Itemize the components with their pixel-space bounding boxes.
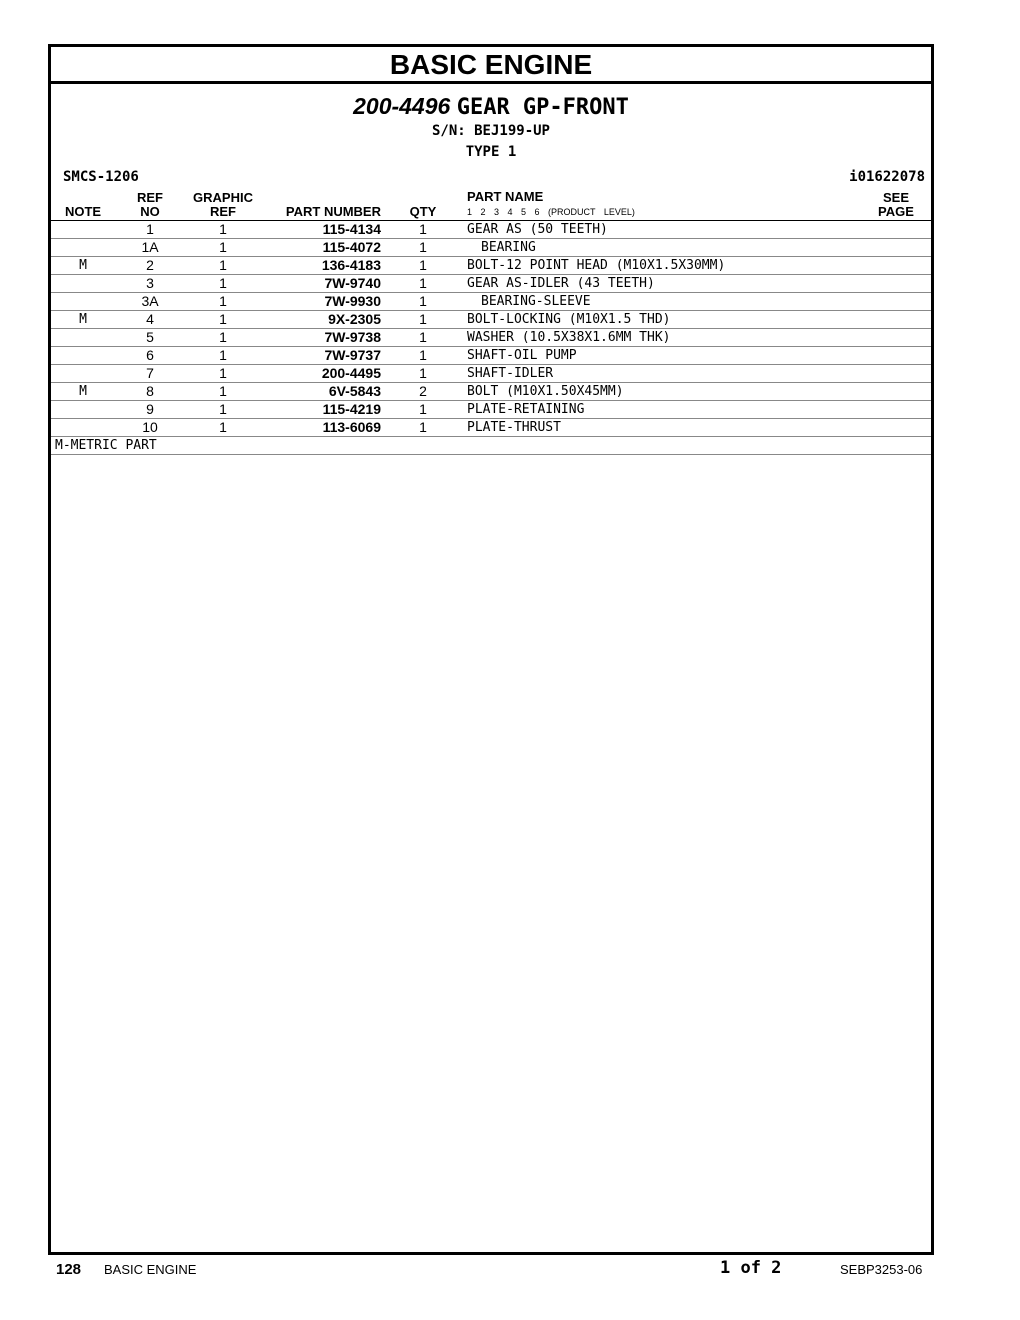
row-note <box>51 239 115 257</box>
row-part-name: BOLT-LOCKING (M10X1.5 THD) <box>467 312 671 327</box>
row-qty: 1 <box>419 221 427 237</box>
row-see-page <box>861 419 931 437</box>
row-qty: 1 <box>419 311 427 327</box>
table-row <box>51 329 931 347</box>
row-graphic-ref: 1 <box>219 275 227 291</box>
parts-table <box>51 190 931 455</box>
row-part-number: 115-4219 <box>322 401 381 417</box>
row-note <box>51 293 115 311</box>
row-see-page <box>861 293 931 311</box>
row-graphic-ref: 1 <box>219 419 227 435</box>
illustration-id: i01622078 <box>849 169 925 185</box>
group-part-number: 200-4496 <box>353 93 451 119</box>
footnote-row <box>51 437 931 455</box>
row-ref-no: 3 <box>146 275 154 291</box>
table-row <box>51 221 931 239</box>
table-row <box>51 257 931 275</box>
row-graphic-ref: 1 <box>219 365 227 381</box>
row-graphic-ref: 1 <box>219 311 227 327</box>
table-row <box>51 401 931 419</box>
row-part-name: BOLT-12 POINT HEAD (M10X1.5X30MM) <box>467 258 726 273</box>
row-part-name: PLATE-RETAINING <box>467 402 585 417</box>
table-row <box>51 239 931 257</box>
row-ref-no: 8 <box>146 383 154 399</box>
row-note <box>51 365 115 383</box>
row-note <box>51 275 115 293</box>
row-qty: 2 <box>419 383 427 399</box>
row-note: M <box>79 258 87 273</box>
row-part-number: 7W-9738 <box>324 329 381 345</box>
col-graphic-ref: GRAPHIC REF <box>193 190 253 219</box>
row-graphic-ref: 1 <box>219 221 227 237</box>
row-see-page <box>861 275 931 293</box>
row-ref-no: 1 <box>146 221 154 237</box>
row-part-number: 115-4134 <box>322 221 381 237</box>
row-see-page <box>861 239 931 257</box>
row-ref-no: 7 <box>146 365 154 381</box>
row-part-name: BOLT (M10X1.50X45MM) <box>467 384 624 399</box>
row-note: M <box>79 384 87 399</box>
row-graphic-ref: 1 <box>219 257 227 273</box>
row-note <box>51 221 115 239</box>
row-qty: 1 <box>419 257 427 273</box>
row-see-page <box>861 311 931 329</box>
row-qty: 1 <box>419 401 427 417</box>
row-graphic-ref: 1 <box>219 347 227 363</box>
row-graphic-ref: 1 <box>219 329 227 345</box>
row-qty: 1 <box>419 365 427 381</box>
row-graphic-ref: 1 <box>219 239 227 255</box>
row-part-name: PLATE-THRUST <box>467 420 561 435</box>
row-part-number: 136-4183 <box>321 257 381 273</box>
row-part-number: 200-4495 <box>321 365 381 381</box>
row-see-page <box>861 221 931 239</box>
row-part-name: GEAR AS (50 TEETH) <box>467 222 608 237</box>
row-see-page <box>861 365 931 383</box>
row-see-page <box>861 257 931 275</box>
row-part-number: 7W-9740 <box>324 275 381 291</box>
row-see-page <box>861 401 931 419</box>
table-row <box>51 275 931 293</box>
row-part-name: SHAFT-IDLER <box>467 366 554 381</box>
row-part-number: 7W-9930 <box>324 293 381 309</box>
page-of: 1 of 2 <box>720 1258 782 1278</box>
col-part-name: PART NAME 1 2 3 4 5 6 (PRODUCT LEVEL) <box>467 189 635 217</box>
row-ref-no: 6 <box>146 347 154 363</box>
row-qty: 1 <box>419 419 427 435</box>
row-qty: 1 <box>419 275 427 291</box>
page-number: 128 <box>56 1261 82 1278</box>
col-see-page: SEE PAGE <box>878 190 914 219</box>
row-qty: 1 <box>419 329 427 345</box>
row-part-number: 9X-2305 <box>328 311 381 327</box>
row-ref-no: 2 <box>146 257 154 273</box>
row-part-name: WASHER (10.5X38X1.6MM THK) <box>467 330 671 345</box>
row-see-page <box>861 383 931 401</box>
col-part-number: PART NUMBER <box>285 204 381 219</box>
row-qty: 1 <box>419 239 427 255</box>
type-label: TYPE 1 <box>465 144 517 160</box>
table-row <box>51 383 931 401</box>
table-header <box>51 190 931 221</box>
group-title <box>51 92 931 122</box>
row-ref-no: 1A <box>141 239 159 255</box>
row-ref-no: 4 <box>146 311 154 327</box>
table-row <box>51 293 931 311</box>
row-qty: 1 <box>419 347 427 363</box>
col-qty: QTY <box>409 204 437 219</box>
row-graphic-ref: 1 <box>219 293 227 309</box>
group-header <box>51 84 931 162</box>
col-note: NOTE <box>64 204 102 219</box>
row-part-name: SHAFT-OIL PUMP <box>467 348 577 363</box>
row-part-name: BEARING-SLEEVE <box>481 294 591 309</box>
row-part-name: GEAR AS-IDLER (43 TEETH) <box>467 276 655 291</box>
row-see-page <box>861 329 931 347</box>
row-ref-no: 3A <box>141 293 159 309</box>
serial-range: S/N: BEJ199-UP <box>431 123 550 139</box>
row-part-number: 115-4072 <box>322 239 381 255</box>
col-ref-no: REF NO <box>137 190 163 219</box>
page-footer <box>0 1258 1020 1282</box>
smcs-row <box>51 168 931 190</box>
row-graphic-ref: 1 <box>219 401 227 417</box>
row-note: M <box>79 312 87 327</box>
row-ref-no: 10 <box>142 419 158 435</box>
footer-section: BASIC ENGINE <box>104 1262 197 1277</box>
page-frame <box>48 44 934 1255</box>
row-note <box>51 347 115 365</box>
footnote: M-METRIC PART <box>55 438 157 453</box>
row-part-name: BEARING <box>481 240 536 255</box>
row-ref-no: 9 <box>146 401 154 417</box>
row-part-number: 113-6069 <box>322 419 381 435</box>
row-qty: 1 <box>419 293 427 309</box>
page-title: BASIC ENGINE <box>389 49 593 80</box>
row-note <box>51 329 115 347</box>
row-graphic-ref: 1 <box>219 383 227 399</box>
table-row <box>51 311 931 329</box>
product-levels: 1 2 3 4 5 6 (PRODUCT LEVEL) <box>467 207 635 217</box>
row-note <box>51 401 115 419</box>
row-part-number: 6V-5843 <box>328 383 381 399</box>
table-row <box>51 365 931 383</box>
smcs-code: SMCS-1206 <box>63 169 139 185</box>
table-row <box>51 347 931 365</box>
book-number: SEBP3253-06 <box>840 1262 923 1277</box>
table-row <box>51 419 931 437</box>
row-ref-no: 5 <box>146 329 154 345</box>
group-name: GEAR GP-FRONT <box>456 95 629 120</box>
row-part-number: 7W-9737 <box>324 347 381 363</box>
row-note <box>51 419 115 437</box>
row-see-page <box>861 347 931 365</box>
title-bar <box>51 47 931 84</box>
